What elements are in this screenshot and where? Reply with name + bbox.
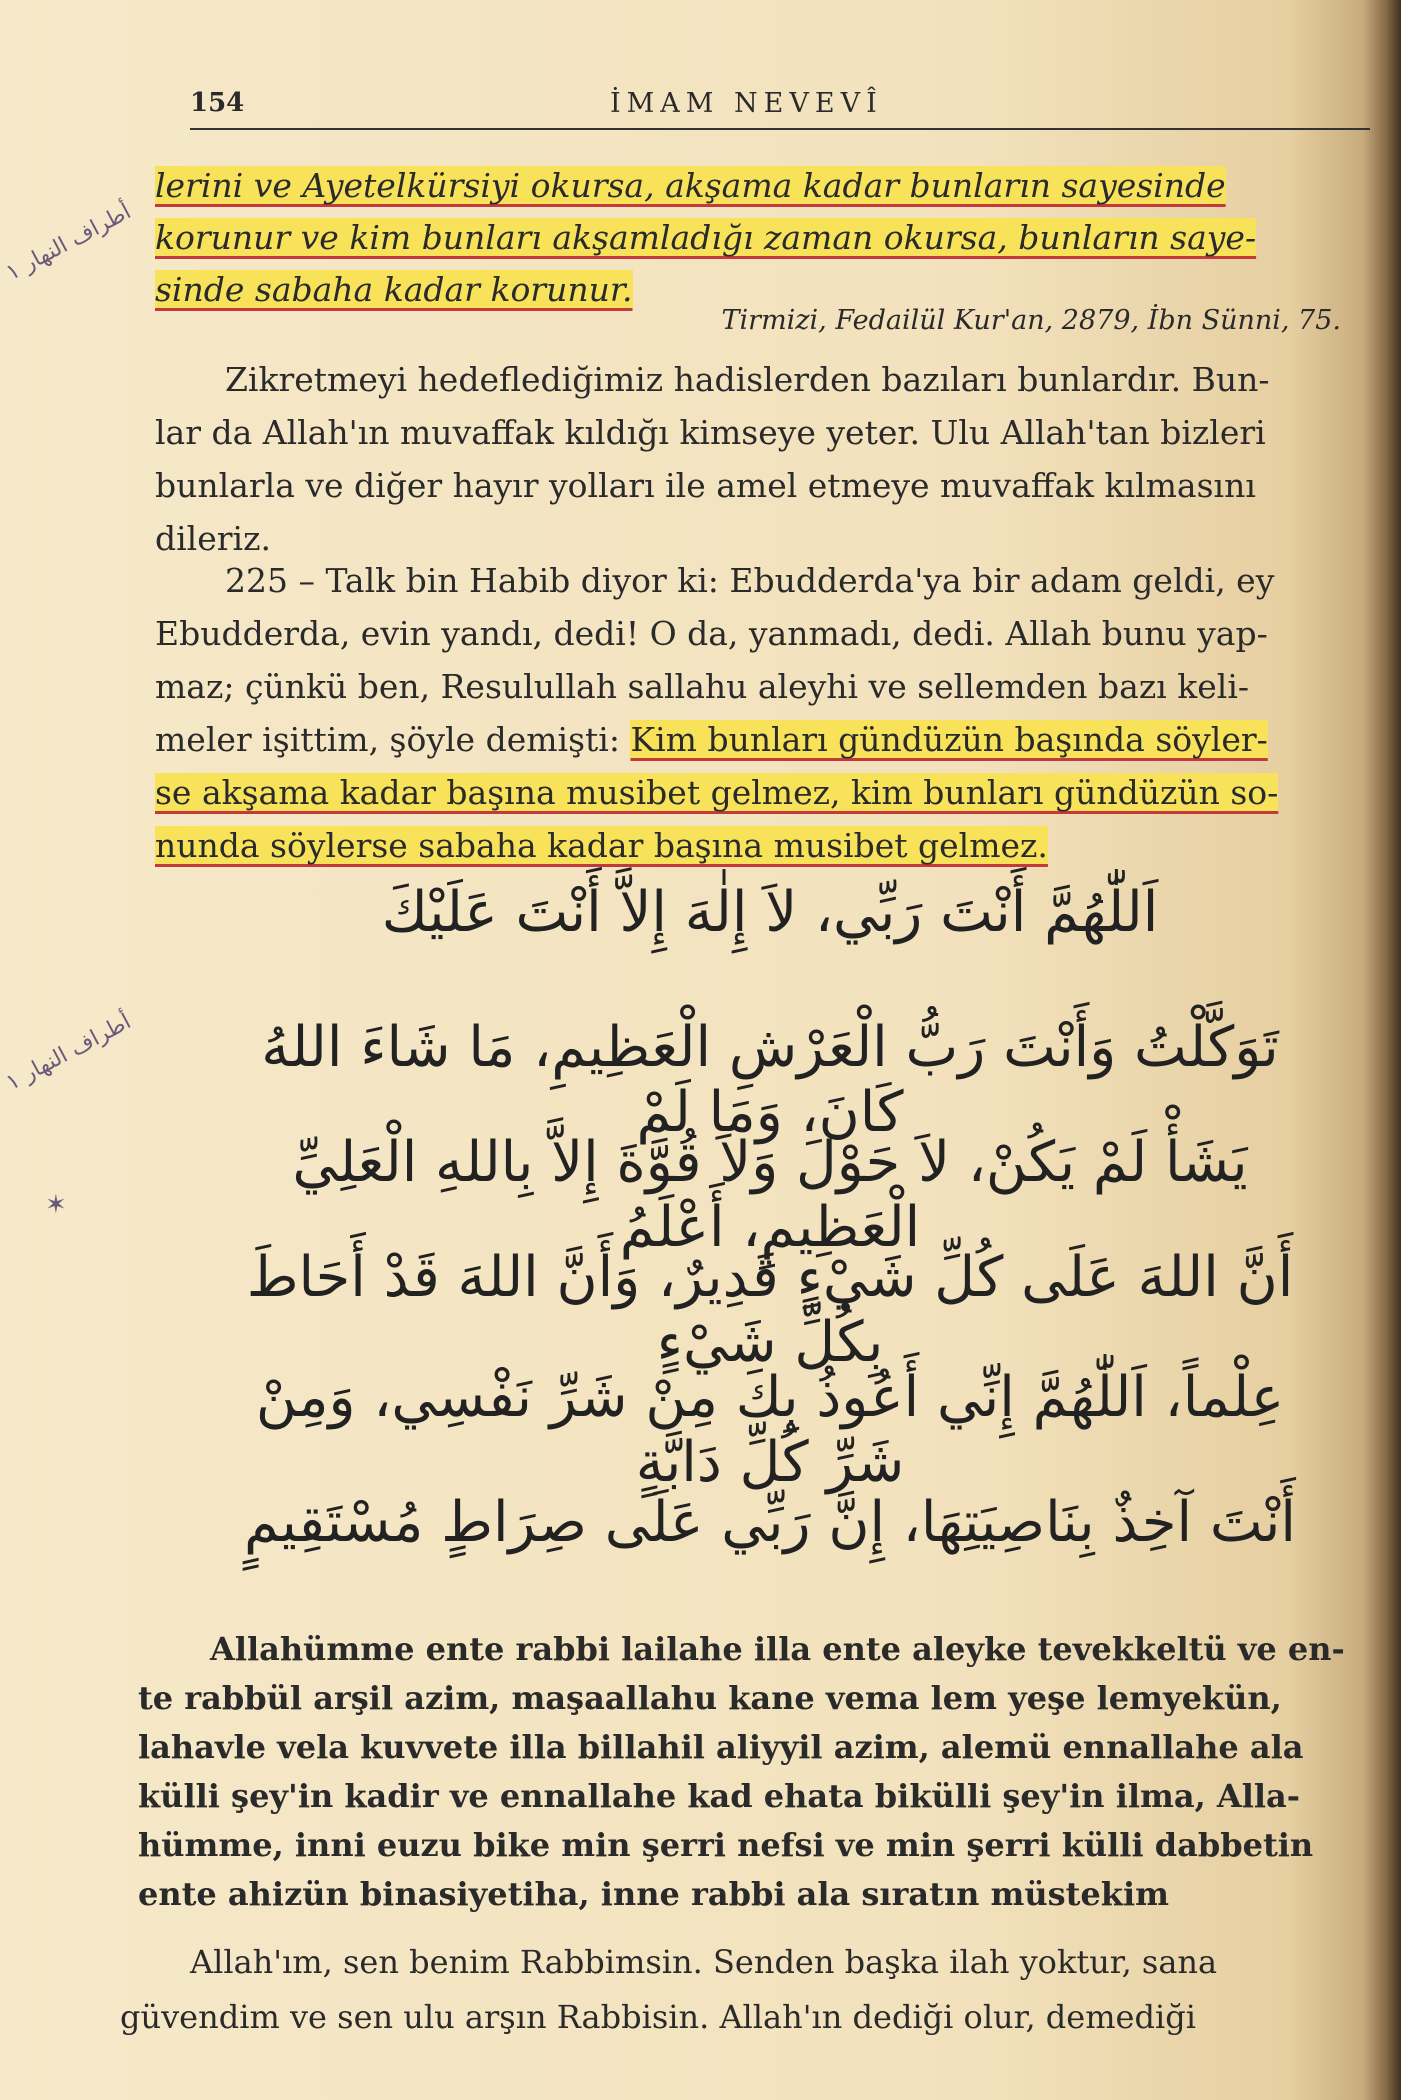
- page-header: [190, 88, 1370, 130]
- translit-line2: te rabbül arşil azim, maşaallahu kane vema lem yeşe lemyekün,: [138, 1679, 1282, 1717]
- para1-line1: lerini ve Ayetelkürsiyi okursa, akşama kadar bunların sayesinde: [155, 166, 1226, 205]
- para1-line3: sinde sabaha kadar korunur.: [155, 270, 633, 309]
- arabic-line1: اَللّٰهُمَّ أَنْتَ رَبِّي، لاَ إِلٰهَ إِلاَّ أَنْتَ عَلَيْكَ: [381, 880, 1159, 945]
- arabic-line5: عِلْماً، اَللّٰهُمَّ إِنِّي أَعُوذُ بِكَ مِنْ شَرِّ نَفْسِي، وَمِنْ شَرِّ كُلِّ دَابَّةٍ: [255, 1365, 1285, 1495]
- translit-line1: Allahümme ente rabbi lailahe illa ente aleyke tevekkeltü ve en-: [210, 1630, 1345, 1668]
- para3-line4: meler işittim, şöyle demişti: Kim bunları gündüzün başında söyler-: [155, 720, 1268, 759]
- para3-line2: Ebudderda, evin yandı, dedi! O da, yanmadı, dedi. Allah bunu yap-: [155, 614, 1268, 653]
- margin-star-icon: ✶: [45, 1190, 67, 1220]
- translit-line5: hümme, inni euzu bike min şerri nefsi ve min şerri külli dabbetin: [138, 1826, 1314, 1864]
- arabic-line2: تَوَكَّلْتُ وَأَنْتَ رَبُّ الْعَرْشِ الْعَظِيمِ، مَا شَاءَ اللهُ كَانَ، وَمَا لَمْ: [261, 1015, 1279, 1145]
- para1-line2: korunur ve kim bunları akşamladığı zaman okursa, bunların saye-: [155, 218, 1257, 257]
- para3-line6: nunda söylerse sabaha kadar başına musibet gelmez.: [155, 826, 1048, 865]
- para2-line4: dileriz.: [155, 519, 271, 558]
- margin-note-1: أطراف النهار ١: [2, 199, 136, 286]
- margin-note-2: أطراف النهار ١: [2, 1009, 136, 1096]
- translit-line3: lahavle vela kuvvete illa billahil aliyyil azim, alemü ennallahe ala: [138, 1728, 1304, 1766]
- page-edge-shadow: [1363, 0, 1401, 2100]
- arabic-line3: يَشَأْ لَمْ يَكُنْ، لاَ حَوْلَ وَلاَ قُوَّةَ إِلاَّ بِاللهِ الْعَلِيِّ الْعَظِيمِ، أَعْلَمُ: [292, 1130, 1248, 1260]
- citation: Tirmizi, Fedailül Kur'an, 2879, İbn Sünni, 75.: [721, 305, 1341, 336]
- translation-line1: Allah'ım, sen benim Rabbimsin. Senden başka ilah yoktur, sana: [190, 1943, 1218, 1981]
- translation-line2: güvendim ve sen ulu arşın Rabbisin. Allah'ın dediği olur, demediği: [120, 1998, 1196, 2036]
- para3-line5: se akşama kadar başına musibet gelmez, kim bunları gündüzün so-: [155, 773, 1279, 812]
- para2-line1: Zikretmeyi hedeflediğimiz hadislerden bazıları bunlardır. Bun-: [225, 360, 1270, 399]
- para3-line3: maz; çünkü ben, Resulullah sallahu aleyhi ve sellemden bazı keli-: [155, 667, 1250, 706]
- para2-line3: bunlarla ve diğer hayır yolları ile amel etmeye muvaffak kılmasını: [155, 466, 1256, 505]
- para2-line2: lar da Allah'ın muvaffak kıldığı kimseye yeter. Ulu Allah'tan bizleri: [155, 413, 1266, 452]
- page-number: 154: [190, 88, 245, 118]
- arabic-line6: أَنْتَ آخِذٌ بِنَاصِيَتِهَا، إِنَّ رَبِّي عَلَى صِرَاطٍ مُسْتَقِيمٍ: [244, 1490, 1296, 1555]
- arabic-line4: أَنَّ اللهَ عَلَى كُلِّ شَيْءٍ قَدِيرٌ، وَأَنَّ اللهَ قَدْ أَحَاطَ بِكُلِّ شَيْءٍ: [246, 1245, 1294, 1375]
- translit-line6: ente ahizün binasiyetiha, inne rabbi ala sıratın müstekim: [138, 1875, 1169, 1913]
- para3-line1: 225 – Talk bin Habib diyor ki: Ebudderda'ya bir adam geldi, ey: [225, 561, 1275, 600]
- running-title: İMAM NEVEVÎ: [610, 88, 883, 119]
- translit-line4: külli şey'in kadir ve ennallahe kad ehata bikülli şey'in ilma, Alla-: [138, 1777, 1301, 1815]
